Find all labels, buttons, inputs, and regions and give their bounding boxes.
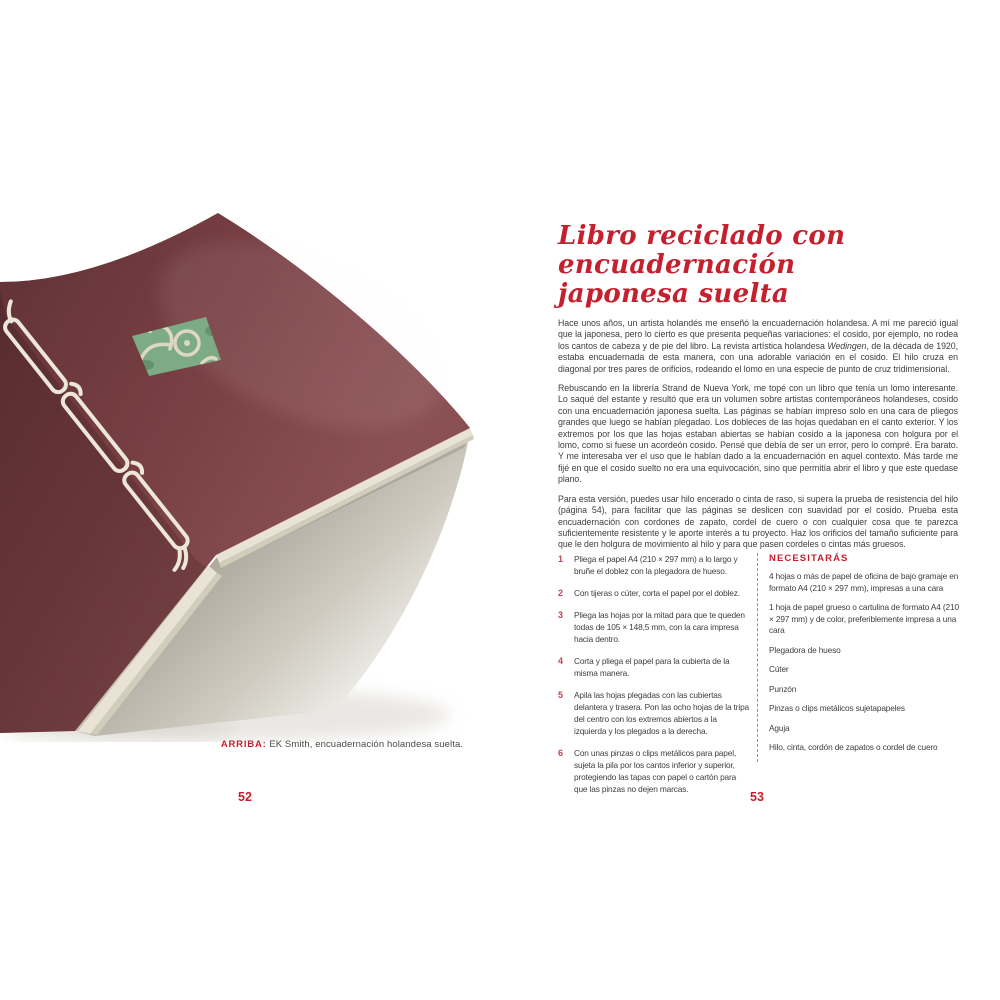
page-number-left: 52	[238, 790, 252, 804]
step-item	[558, 587, 750, 599]
book-photo-illustration	[0, 170, 505, 742]
step-number: 2	[558, 588, 563, 598]
article	[558, 222, 958, 559]
step-number: 6	[558, 748, 563, 758]
intro-paragraph-1: Hace unos años, un artista holandés me enseñó la encuadernación holandesa. A mí me pareció igual que la japonesa, pero lo cierto es que presenta pequeñas variaciones: el cosido, por ejemplo, no rodea los cantos de cabeza y de pie del libro. La revista artística holandesa Wedingen, de la década de 1920, estaba encuadernada de esta manera, con una adorable variación en el cosido. El hilo cruza en diagonal por tres pares de orificios, rodeando el lomo en una especie de punto de cruz tridimensional.	[558, 318, 958, 374]
instruction-steps	[558, 553, 750, 805]
material-item: 1 hoja de papel grueso o cartulina de formato A4 (210 × 297 mm) y de color, preferiblemente impresa a una cara	[769, 602, 959, 635]
caption-label: ARRIBA:	[220, 739, 267, 750]
material-item: Punzón	[769, 683, 797, 694]
photo-left-page	[0, 170, 505, 742]
material-item: Pinzas o clips metálicos sujetapapeles	[769, 703, 905, 713]
page-number-right: 53	[750, 790, 764, 804]
step-text: Corta y pliega el papel para la cubierta de la misma manera.	[574, 656, 730, 678]
step-text: Pliega el papel A4 (210 × 297 mm) a lo largo y bruñe el doblez con la plegadora de hueso.	[574, 554, 738, 576]
step-number: 3	[558, 610, 563, 620]
materials-heading: NECESITARÁS	[769, 553, 849, 564]
step-item	[558, 655, 750, 679]
article-title	[558, 222, 958, 309]
step-number: 5	[558, 690, 563, 700]
step-item	[558, 553, 750, 577]
step-item	[558, 747, 750, 795]
step-item	[558, 609, 750, 645]
material-item: Hilo, cinta, cordón de zapatos o cordel de cuero	[769, 742, 938, 752]
step-text: Apila las hojas plegadas con las cubiertas delantera y trasera. Pon las ocho hojas de la tripa del centro con los extremos abiertos a la izquierda y los plegados a la derecha.	[574, 690, 749, 736]
title-line-1: Libro reciclado con encuadernación	[558, 221, 846, 280]
italic-book-title: Wedingen	[827, 340, 867, 351]
caption-text: EK Smith, encuadernación holandesa suelta.	[266, 739, 464, 750]
material-item: Aguja	[769, 722, 790, 733]
step-number: 4	[558, 656, 563, 666]
material-item: Cúter	[769, 664, 789, 674]
material-item: Plegadora de hueso	[769, 644, 841, 655]
material-item: 4 hojas o más de papel de oficina de bajo gramaje en formato A4 (210 × 297 mm), impresas a una cara	[769, 571, 959, 593]
step-text: Con unas pinzas o clips metálicos para papel, sujeta la pila por los cantos inferior y superior, protegiendo las tapas con papel o cartón para que las pinzas no dejen marcas.	[574, 748, 737, 794]
step-text: Pliega las hojas por la mitad para que te queden todas de 105 × 148,5 mm, con la cara impresa hacia dentro.	[574, 610, 745, 644]
step-text: Con tijeras o cúter, corta el papel por el doblez.	[574, 588, 740, 598]
step-item	[558, 689, 750, 737]
intro-paragraph-3: Para esta versión, puedes usar hilo encerado o cinta de raso, si supera la prueba de resistencia del hilo (página 54), para facilitar que las páginas se deslicen con suavidad por el cosido. Prueba esta encuadernación con cordones de zapato, cordel de cuero o con cualquier cosa que te parezca suficientemente resistente y le aporte interés a tu proyecto. Haz los orificios del tamaño suficiente para que le den holgura de movimiento al hilo y para que pasen cordeles o cintas más gruesos.	[558, 493, 958, 550]
intro-paragraph-2: Rebuscando en la librería Strand de Nueva York, me topé con un libro que tenía un lomo interesante. Lo saqué del estante y resultó que era un volumen sobre artistas contemporáneos holandeses, cosido con una encuadernación japonesa suelta. Las páginas se habían impreso solo en una cara de pliegos grandes que luego se habían plegadao. Los dobleces de las hojas quedaban en el canto exterior. Y los extremos por los que las hojas estaban abiertas se habían cosido a la japonesa con holgura por el lomo, como si fuese un acordeón cosido. Pensé que debía de ser un error, pero lo compré. Era barato. Y me interesaba ver el uso que le habían dado a la encuadernación en aquel contexto. Más tarde me fijé en que el cosido suelto no era una equivocación, sino que permitía abrir el libro y que este quedase plano.	[558, 383, 958, 485]
materials-list	[757, 553, 961, 762]
title-line-2: japonesa suelta	[558, 279, 790, 309]
photo-caption	[142, 739, 542, 750]
step-number: 1	[558, 554, 563, 564]
